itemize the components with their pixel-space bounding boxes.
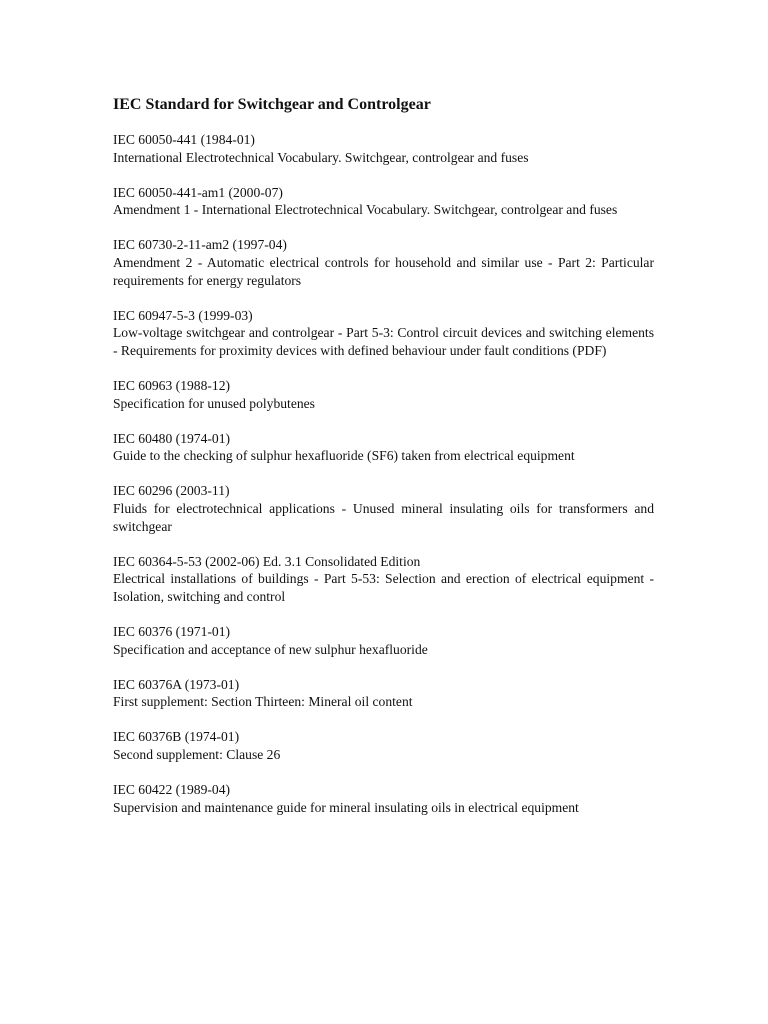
standard-entry bbox=[113, 307, 654, 360]
standard-description: Amendment 2 - Automatic electrical controls for household and similar use - Part 2: Particular requirements for energy regulators bbox=[113, 254, 654, 288]
standard-code: IEC 60376A (1973-01) bbox=[113, 676, 240, 692]
standard-description: Supervision and maintenance guide for mineral insulating oils in electrical equipment bbox=[113, 799, 579, 815]
standard-code: IEC 60296 (2003-11) bbox=[113, 483, 230, 499]
standard-entry bbox=[113, 553, 654, 606]
standard-description: Specification for unused polybutenes bbox=[113, 395, 315, 411]
standard-code: IEC 60050-441-am1 (2000-07) bbox=[113, 184, 283, 200]
document-title: IEC Standard for Switchgear and Controlgear bbox=[113, 96, 431, 113]
standard-entry bbox=[113, 482, 654, 535]
standard-code: IEC 60376B (1974-01) bbox=[113, 729, 240, 745]
standard-entry bbox=[113, 131, 654, 167]
standard-code: IEC 60422 (1989-04) bbox=[113, 781, 231, 797]
standard-code: IEC 60050-441 (1984-01) bbox=[113, 132, 255, 147]
standard-code: IEC 60376 (1971-01) bbox=[113, 623, 231, 639]
standard-code: IEC 60364-5-53 (2002-06) Ed. 3.1 Consolidated Edition bbox=[113, 553, 421, 569]
standard-description: First supplement: Section Thirteen: Mineral oil content bbox=[113, 694, 413, 710]
standard-entry bbox=[113, 236, 654, 289]
standard-code: IEC 60947-5-3 (1999-03) bbox=[113, 307, 253, 323]
standard-entry bbox=[113, 377, 654, 413]
standard-description: Specification and acceptance of new sulphur hexafluoride bbox=[113, 641, 428, 657]
standard-description: Guide to the checking of sulphur hexafluoride (SF6) taken from electrical equipment bbox=[113, 448, 575, 464]
standard-code: IEC 60963 (1988-12) bbox=[113, 377, 231, 393]
standard-description: Amendment 1 - International Electrotechnical Vocabulary. Switchgear, controlgear and fuses bbox=[113, 202, 618, 218]
standard-entry bbox=[113, 781, 654, 817]
standard-entry bbox=[113, 184, 654, 220]
standard-description: Electrical installations of buildings - Part 5-53: Selection and erection of electrical equipment - Isolation, switching and control bbox=[113, 571, 654, 605]
standard-code: IEC 60730-2-11-am2 (1997-04) bbox=[113, 237, 287, 253]
standard-description: International Electrotechnical Vocabulary. Switchgear, controlgear and fuses bbox=[113, 149, 529, 165]
standard-entry bbox=[113, 430, 654, 466]
standard-description: Second supplement: Clause 26 bbox=[113, 746, 281, 762]
standard-entry bbox=[113, 676, 654, 712]
standard-description: Low-voltage switchgear and controlgear - Part 5-3: Control circuit devices and switching elements - Requirements for proximity devices with defined behaviour under fault conditions (PDF) bbox=[113, 325, 654, 359]
standard-description: Fluids for electrotechnical applications - Unused mineral insulating oils for transformers and switchgear bbox=[113, 500, 654, 534]
standard-code: IEC 60480 (1974-01) bbox=[113, 430, 231, 446]
standard-entry bbox=[113, 728, 654, 764]
document-page bbox=[113, 95, 654, 833]
standard-entry bbox=[113, 623, 654, 659]
